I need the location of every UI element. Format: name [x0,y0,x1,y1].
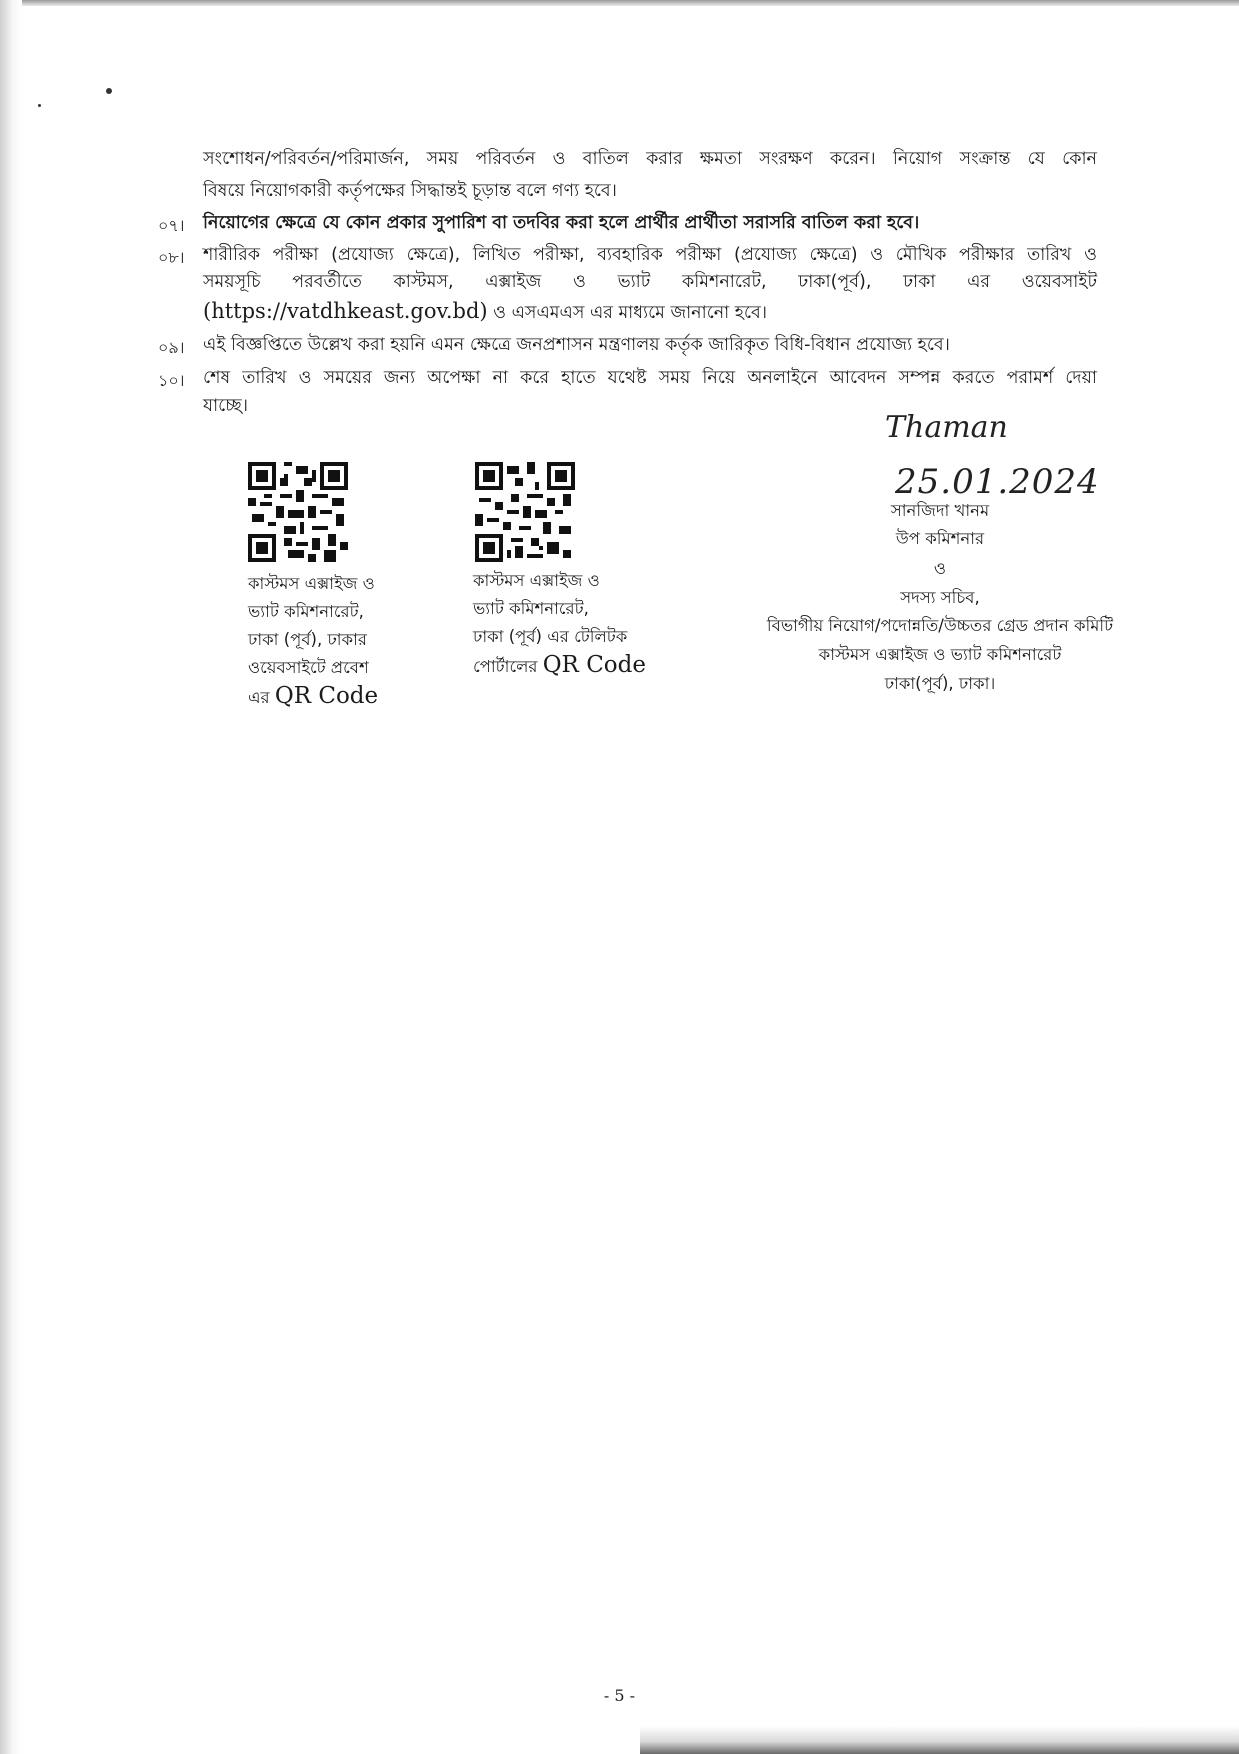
qr-caption-website [248,570,378,712]
signatory-designation: উপ কমিশনার [895,529,985,548]
item-07-text: নিয়োগের ক্ষেত্রে যে কোন প্রকার সুপারিশ বা তদবির করা হলে প্রার্থীর প্রার্থীতা সরাসরি বাতিল করা হবে। [203,213,920,233]
scan-shadow-top [0,0,1239,6]
signatory-role: সদস্য সচিব, [900,588,980,607]
signatory-committee: বিভাগীয় নিয়োগ/পদোন্নতি/উচ্চতর গ্রেড প্রদান কমিটি [766,616,1114,635]
item-08-line-2: সময়সূচি পরবর্তীতে কাস্টমস, এক্সাইজ ও ভ্যাট কমিশনারেট, ঢাকা(পূর্ব), ঢাকা এর ওয়েবসাইট [203,272,1097,292]
scan-speck [38,104,41,107]
qr-caption-code: QR Code [274,683,379,709]
scan-shadow-bottom [640,1726,1239,1754]
qr-caption-code: QR Code [542,652,646,678]
qr-caption-line: ঢাকা (পূর্ব) এর টেলিটক [473,627,628,646]
qr-caption-prefix: এর [248,688,275,707]
handwritten-signature: Thaman [885,410,1008,445]
handwritten-date: 25.01.2024 [895,462,1100,502]
scan-shadow-left [0,0,22,1754]
page-number: - 5 - [603,1686,636,1705]
item-08-url-suffix: ও এসএমএস এর মাধ্যমে জানানো হবে। [487,303,768,323]
item-09-number: ০৯। [158,338,185,357]
item-08-line-1: শারীরিক পরীক্ষা (প্রযোজ্য ক্ষেত্রে), লিখিত পরীক্ষা, ব্যবহারিক পরীক্ষা (প্রযোজ্য ক্ষেত্রে) ও মৌখিক পরীক্ষার তারিখ ও [203,245,1097,265]
item-07-number: ০৭। [158,216,185,235]
item-10-line-1: শেষ তারিখ ও সময়ের জন্য অপেক্ষা না করে হাতে যথেষ্ট সময় নিয়ে অনলাইনে আবেদন সম্পন্ন করতে পরামর্শ দেয়া [203,368,1097,388]
qr-caption-teletalk [473,567,646,681]
qr-caption-line: ঢাকা (পূর্ব), ঢাকার [248,630,367,649]
signatory-location: ঢাকা(পূর্ব), ঢাকা। [884,674,996,693]
continuation-line-2: বিষয়ে নিয়োগকারী কর্তৃপক্ষের সিদ্ধান্তই চূড়ান্ত বলে গণ্য হবে। [203,181,617,201]
qr-caption-line [473,651,646,681]
qr-caption-prefix: পোর্টালের [473,657,543,676]
item-08-line-3 [203,297,1097,328]
continuation-line-1: সংশোধন/পরিবর্তন/পরিমার্জন, সময় পরিবর্তন ও বাতিল করার ক্ষমতা সংরক্ষণ করেন। নিয়োগ সংক্রান্ত যে কোন [203,149,1097,169]
qr-code-teletalk [475,462,575,562]
item-10-number: ১০। [158,371,185,390]
qr-caption-line: ভ্যাট কমিশনারেট, [248,602,364,621]
qr-caption-line: কাস্টমস এক্সাইজ ও [473,571,600,590]
item-10-line-2: যাচ্ছে। [203,396,249,416]
item-09-text: এই বিজ্ঞপ্তিতে উল্লেখ করা হয়নি এমন ক্ষেত্রে জনপ্রশাসন মন্ত্রণালয় কর্তৃক জারিকৃত বিধি-বিধান প্রযোজ্য হবে। [203,335,950,355]
website-url: (https://vatdhkeast.gov.bd) [203,299,488,323]
signatory-name: সানজিদা খানম [890,501,990,520]
signatory-conjunction: ও [933,559,947,578]
item-08-number: ০৮। [158,248,185,267]
qr-code-website [248,462,348,562]
qr-caption-line: ভ্যাট কমিশনারেট, [473,599,589,618]
qr-caption-line: কাস্টমস এক্সাইজ ও [248,574,375,593]
scan-speck [106,88,112,94]
qr-caption-line [248,682,378,712]
signatory-office: কাস্টমস এক্সাইজ ও ভ্যাট কমিশনারেট [818,645,1062,664]
qr-caption-line: ওয়েবসাইটে প্রবেশ [248,658,369,677]
